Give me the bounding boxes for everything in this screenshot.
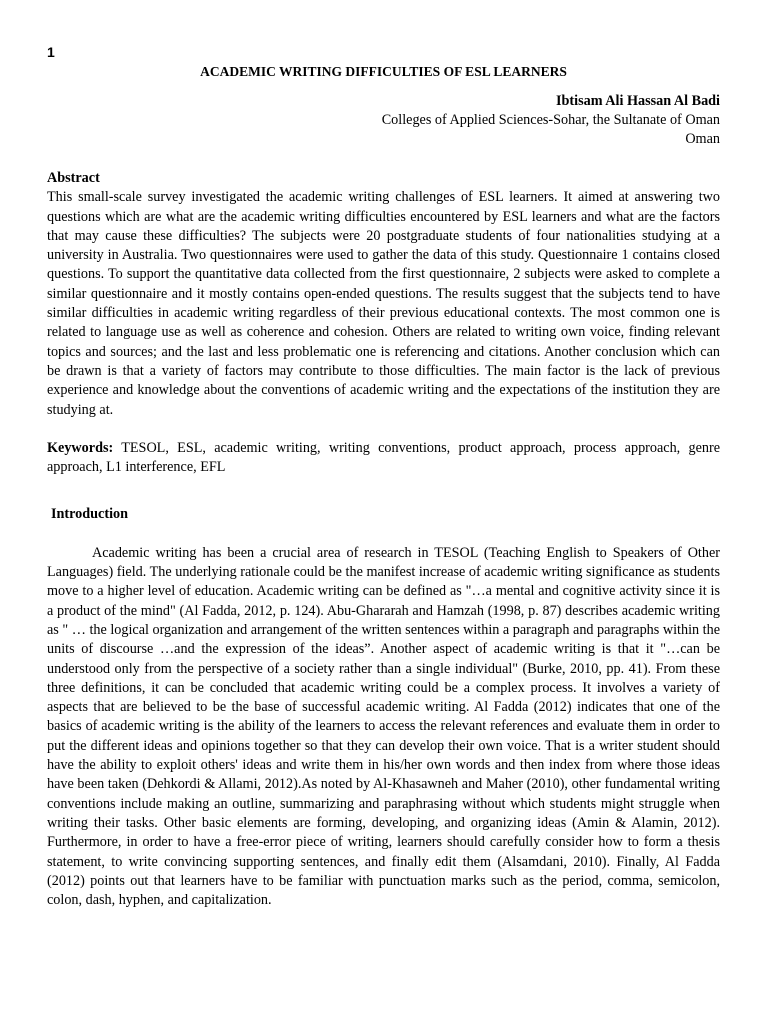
main-content <box>47 169 720 910</box>
author-block <box>47 92 720 149</box>
introduction-heading: Introduction <box>51 506 128 523</box>
abstract-text: This small-scale survey investigated the academic writing challenges of ESL learners. It aimed at answering two questions which are what are the academic writing difficulties encountered by ESL learners and what are the factors that may cause these difficulties? The subjects were 20 postgraduate students of four nationalities studying at a university in Australia. Two questionnaires were used to gather the data of this study. Questionnaire 1 contains closed questions. To support the quantitative data collected from the first questionnaire, 2 subjects were asked to complete a similar questionnaire and it mostly contains open-ended questions. The results suggest that the subjects tend to have similar difficulties in academic writing regardless of their previous educational contexts. The most common one is related to language use as well as coherence and cohesion. Others are related to writing own voice, finding relevant topics and sources; and the last and less problematic one is referencing and citations. Another conclusion which can be drawn is that a variety of factors may contribute to those difficulties. The main factor is the lack of previous experience and knowledge about the conventions of academic writing and the expectations of the institution they are studying at. <box>47 189 720 418</box>
introduction-text: Academic writing has been a crucial area of research in TESOL (Teaching English to Speakers of Other Languages) field. The underlying rationale could be the manifest increase of academic writing significance as students move to a higher level of education. Academic writing can be defined as "…a mental and cognitive activity since it is a product of the mind" (Al Fadda, 2012, p. 124). Abu-Ghararah and Hamzah (1998, p. 87) describes academic writing as " … the logical organization and arrangement of the written sentences within a paragraph and paragraphs within the units of discourse …and the expression of the ideas”. Another aspect of academic writing is that it "…can be understood only from the perspective of a society rather than a single individual" (Burke, 2010, pp. 41). From these three definitions, it can be concluded that academic writing could be a complex process. It involves a variety of aspects that are believed to be the base of successful academic writing. Al Fadda (2012) indicates that one of the basics of academic writing is the ability of the learners to access the relevant references and evaluate them in order to put the different ideas and opinions together so that they can develop their own voice. That is a writer student should have the ability to exploit others' ideas and write them in his/her own words and then index from where those ideas have been taken (Dehkordi & Allami, 2012).As noted by Al-Khasawneh and Maher (2010), other fundamental writing conventions include making an outline, summarizing and paraphrasing without which students might struggle when writing their tasks. Other basic elements are forming, developing, and organizing ideas (Amin & Alamin, 2012). Furthermore, in order to have a free-error piece of writing, learners should carefully consider how to form a thesis statement, to write convincing supporting sentences, and finally edit them (Alsamdani, 2010). Finally, Al Fadda (2012) points out that learners have to be familiar with punctuation marks such as the period, comma, semicolon, colon, dash, hyphen, and capitalization. <box>47 544 720 909</box>
page-number: 1 <box>47 44 55 60</box>
author-country: Oman <box>685 131 720 147</box>
keywords-paragraph <box>47 439 720 478</box>
keywords-label: Keywords: <box>47 439 114 456</box>
author-affiliation: Colleges of Applied Sciences-Sohar, the Sultanate of Oman <box>381 112 720 128</box>
author-name: Ibtisam Ali Hassan Al Badi <box>556 93 720 109</box>
abstract-heading: Abstract <box>47 170 100 186</box>
keywords-text: TESOL, ESL, academic writing, writing conventions, product approach, process approach, genre approach, L1 interference, EFL <box>47 439 720 476</box>
paper-title: ACADEMIC WRITING DIFFICULTIES OF ESL LEARNERS <box>200 64 567 79</box>
